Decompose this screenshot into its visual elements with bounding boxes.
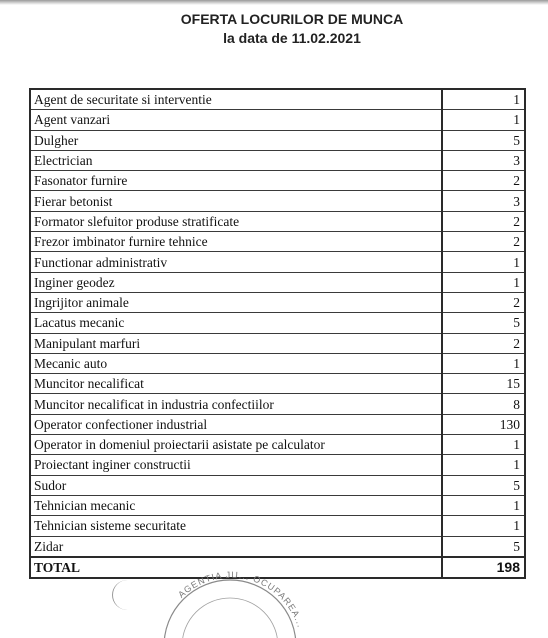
job-title-cell: Fasonator furnire — [30, 171, 442, 191]
job-title-cell: Agent de securitate si interventie — [30, 89, 442, 110]
vacancy-count-cell: 1 — [442, 455, 525, 475]
vacancy-count-cell: 1 — [442, 89, 525, 110]
vacancy-count-cell: 5 — [442, 130, 525, 150]
job-title-cell: Dulgher — [30, 130, 442, 150]
table-row — [30, 475, 525, 495]
job-title-cell: Agent vanzari — [30, 110, 442, 130]
page-subtitle: la data de 11.02.2021 — [223, 30, 361, 46]
vacancy-count-cell: 5 — [442, 313, 525, 333]
table-row — [30, 110, 525, 130]
vacancy-count-cell: 1 — [442, 110, 525, 130]
job-title-cell: Frezor imbinator furnire tehnice — [30, 232, 442, 252]
job-title-cell: Sudor — [30, 475, 442, 495]
vacancy-count-cell: 15 — [442, 374, 525, 394]
agency-stamp — [150, 569, 310, 638]
table-row — [30, 171, 525, 191]
table-row — [30, 292, 525, 312]
job-title-cell: Functionar administrativ — [30, 252, 442, 272]
vacancy-count-cell: 5 — [442, 475, 525, 495]
table-row — [30, 374, 525, 394]
seal-fragment — [112, 580, 143, 610]
job-title-cell: Lacatus mecanic — [30, 313, 442, 333]
table-row — [30, 191, 525, 211]
table-row — [30, 333, 525, 353]
job-title-cell: Mecanic auto — [30, 353, 442, 373]
total-count: 198 — [442, 557, 525, 578]
job-title-cell: Formator slefuitor produse stratificate — [30, 211, 442, 231]
job-title-cell: Muncitor necalificat — [30, 374, 442, 394]
vacancy-count-cell: 1 — [442, 516, 525, 536]
table-row — [30, 435, 525, 455]
job-title-cell: Tehnician sisteme securitate — [30, 516, 442, 536]
table-row — [30, 150, 525, 170]
total-label: TOTAL — [30, 557, 442, 578]
vacancy-count-cell: 1 — [442, 272, 525, 292]
table-row — [30, 516, 525, 536]
job-title-cell: Electrician — [30, 150, 442, 170]
table-row — [30, 455, 525, 475]
job-title-cell: Operator in domeniul proiectarii asistate pe calculator — [30, 435, 442, 455]
job-title-cell: Fierar betonist — [30, 191, 442, 211]
vacancy-count-cell: 2 — [442, 232, 525, 252]
vacancy-count-cell: 1 — [442, 495, 525, 515]
document-header — [0, 10, 548, 48]
scan-edge — [0, 0, 548, 5]
table-row — [30, 536, 525, 557]
table-row — [30, 272, 525, 292]
vacancy-count-cell: 8 — [442, 394, 525, 414]
job-title-cell: Zidar — [30, 536, 442, 557]
vacancy-count-cell: 5 — [442, 536, 525, 557]
vacancy-count-cell: 2 — [442, 292, 525, 312]
table-row — [30, 394, 525, 414]
vacancy-count-cell: 130 — [442, 414, 525, 434]
vacancy-count-cell: 2 — [442, 171, 525, 191]
job-title-cell: Proiectant inginer constructii — [30, 455, 442, 475]
table-row — [30, 252, 525, 272]
table-row — [30, 313, 525, 333]
job-title-cell: Operator confectioner industrial — [30, 414, 442, 434]
vacancy-count-cell: 2 — [442, 333, 525, 353]
vacancy-count-cell: 2 — [442, 211, 525, 231]
job-title-cell: Manipulant marfuri — [30, 333, 442, 353]
job-offers-table — [29, 88, 526, 579]
table-row — [30, 211, 525, 231]
vacancy-count-cell: 1 — [442, 252, 525, 272]
job-title-cell: Ingrijitor animale — [30, 292, 442, 312]
table-row — [30, 89, 525, 110]
table-row — [30, 130, 525, 150]
stamp-text: AGENTIA JU... OCUPAREA... — [176, 569, 306, 630]
total-row — [30, 557, 525, 578]
job-title-cell: Inginer geodez — [30, 272, 442, 292]
page-title: OFERTA LOCURILOR DE MUNCA — [180, 11, 404, 27]
vacancy-count-cell: 3 — [442, 150, 525, 170]
job-offers-body — [30, 89, 525, 557]
vacancy-count-cell: 3 — [442, 191, 525, 211]
job-title-cell: Tehnician mecanic — [30, 495, 442, 515]
table-row — [30, 353, 525, 373]
table-row — [30, 414, 525, 434]
vacancy-count-cell: 1 — [442, 435, 525, 455]
table-row — [30, 495, 525, 515]
job-title-cell: Muncitor necalificat in industria confectiilor — [30, 394, 442, 414]
table-row — [30, 232, 525, 252]
vacancy-count-cell: 1 — [442, 353, 525, 373]
